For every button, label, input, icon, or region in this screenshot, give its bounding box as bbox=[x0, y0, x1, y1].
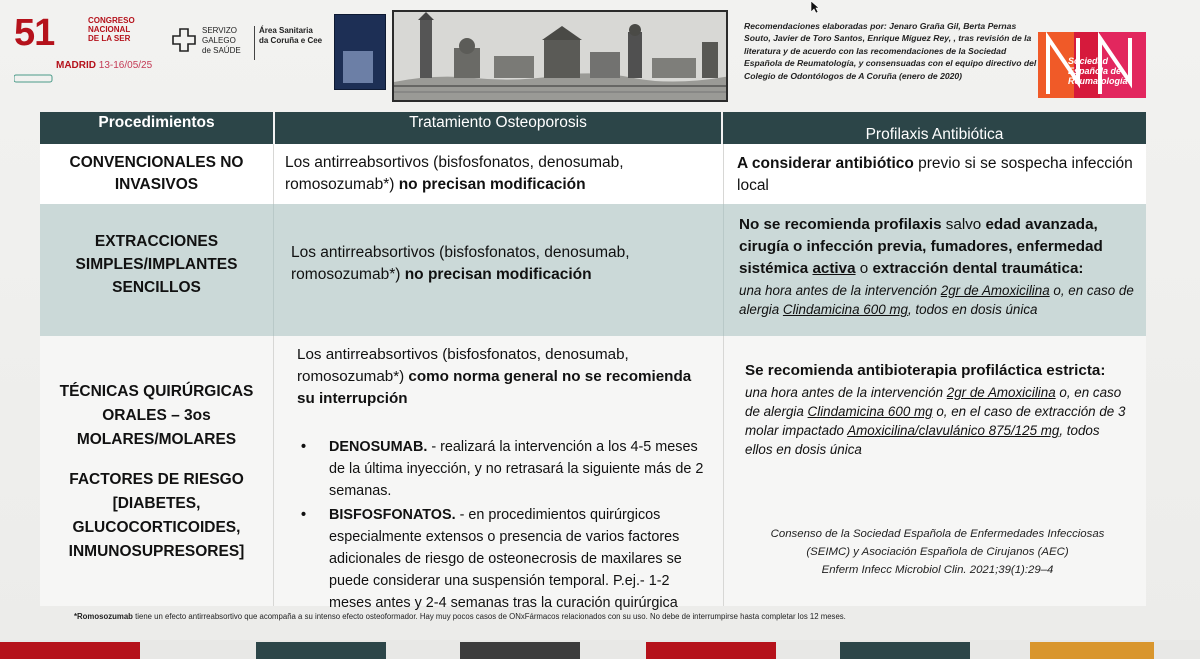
sergas-area-line: Área Sanitaria bbox=[259, 26, 313, 35]
congress-line: NACIONAL bbox=[88, 25, 131, 34]
congress-dates: 13-16/05/25 bbox=[98, 60, 153, 71]
column-divider bbox=[273, 336, 274, 606]
congress-lines bbox=[88, 16, 135, 43]
prophylaxis-bold: No se recomienda profilaxis bbox=[739, 216, 942, 233]
sergas-cross-icon bbox=[172, 28, 196, 52]
treatment-bold: no precisan modificación bbox=[398, 176, 586, 193]
column-header-prophylaxis: Profilaxis Antibiótica bbox=[865, 126, 1004, 143]
recommendations-table bbox=[40, 112, 1146, 611]
footer-band bbox=[460, 642, 580, 659]
dosage-drug: 2gr de Amoxicilina bbox=[946, 385, 1056, 400]
book-cover-image bbox=[343, 51, 373, 83]
dosage-drug: Amoxicilina/clavulánico 875/125 mg bbox=[847, 423, 1060, 438]
treatment-bold: no precisan modificación bbox=[404, 266, 592, 283]
footnote-text: tiene un efecto antirreabsortivo que acompaña a su intenso efecto osteoformador. Hay muy pocos casos de ONxFármacos relacionados con su uso. No debe de interrumpirse hasta completar los 12 meses. bbox=[132, 612, 846, 621]
footnote-bold: *Romosozumab bbox=[74, 612, 133, 621]
list-item bbox=[293, 436, 713, 502]
congress-place bbox=[56, 60, 152, 71]
dosage-drug: 2gr de Amoxicilina bbox=[940, 283, 1050, 298]
ser-logo-icon bbox=[1038, 30, 1146, 100]
dosage-text: una hora antes de la intervención bbox=[739, 283, 941, 298]
prophylaxis-dosage bbox=[739, 281, 1136, 319]
prophylaxis-cell bbox=[723, 144, 1146, 197]
sergas-divider bbox=[254, 26, 255, 60]
congress-logo-icon bbox=[14, 12, 164, 82]
prophylaxis-dosage bbox=[745, 383, 1130, 459]
treatment-text: Los antirreabsortivos (bisfosfonatos, denosumab, romosozumab*) bbox=[285, 154, 624, 193]
bottom-strip bbox=[0, 640, 1200, 659]
credits-text: Recomendaciones elaboradas por: Jenaro Graña Gil, Berta Pernas Souto, Javier de Toro Santos, Enrique Míguez Rey, , tras revisión de la literatura y de acuerdo con las recomendaciones de la Sociedad Española de Reumatología, y consensuadas con el equipo directivo del Colegio de Odontólogos de A Coruña (enero de 2020) bbox=[744, 21, 1037, 81]
dosage-text: , todos en dosis única bbox=[907, 302, 1038, 317]
table-row bbox=[40, 204, 1146, 336]
treatment-cell bbox=[273, 336, 723, 616]
column-divider bbox=[273, 204, 274, 336]
sergas-logo bbox=[172, 22, 332, 66]
prophylaxis-bold: activa bbox=[812, 260, 856, 277]
column-header-treatment: Tratamiento Osteoporosis bbox=[273, 112, 723, 144]
prophylaxis-bold: edad avanzada, cirugía o infección previa, fumadores, enfermedad sistémica bbox=[739, 216, 1103, 277]
congress-number: 51 bbox=[14, 12, 55, 54]
skyline-drawing bbox=[394, 12, 728, 102]
prophylaxis-bold: extracción dental traumática bbox=[872, 260, 1079, 277]
prophylaxis-cell bbox=[723, 336, 1146, 579]
bullet-text: - en procedimientos quirúrgicos especialmente extensos o presencia de varios factores adicionales de riesgo de osteonecrosis de maxilares se puede considerar una suspensión temporal. P.ej.- 1-2 meses antes y 2-4 semanas tras la curación quirúrgica bbox=[329, 507, 682, 611]
footer-band bbox=[840, 642, 970, 659]
ser-logo-text bbox=[1068, 56, 1146, 86]
prophylaxis-bold: A considerar antibiótico bbox=[737, 155, 914, 172]
treatment-cell bbox=[273, 204, 723, 286]
treatment-main bbox=[297, 344, 713, 410]
reference-line: Enferm Infecc Microbiol Clin. 2021;39(1):29–4 bbox=[821, 564, 1054, 576]
congress-city: MADRID bbox=[56, 60, 96, 71]
dosage-text: , todos ellos en dosis única bbox=[745, 423, 1100, 457]
prophylaxis-bold: Se recomienda antibioterapia profiláctica estricta: bbox=[745, 362, 1106, 379]
reference-line: (SEIMC) y Asociación Española de Cirujanos (AEC) bbox=[806, 546, 1069, 558]
congress-line: CONGRESO bbox=[88, 16, 135, 25]
footer-band bbox=[1030, 642, 1154, 659]
dosage-text: o, en el caso de extracción de 3 molar impactado bbox=[745, 404, 1126, 438]
dosage-drug: Clindamicina 600 mg bbox=[782, 302, 908, 317]
sergas-name-line: de SAÚDE bbox=[202, 46, 241, 55]
dosage-text: una hora antes de la intervención bbox=[745, 385, 947, 400]
procedure-cell: EXTRACCIONES SIMPLES/IMPLANTES SENCILLOS bbox=[75, 233, 238, 296]
ser-logo-line: Sociedad Española de bbox=[1068, 56, 1122, 76]
book-cover-icon bbox=[334, 14, 386, 90]
treatment-text: Los antirreabsortivos (bisfosfonatos, denosumab, romosozumab*) bbox=[297, 346, 629, 385]
city-skyline-icon bbox=[392, 10, 728, 102]
footer-band bbox=[646, 642, 776, 659]
ser-logo-line: Reumatología bbox=[1068, 76, 1128, 86]
table-row bbox=[40, 144, 1146, 204]
prophylaxis-text: salvo bbox=[941, 216, 986, 233]
reference-line: Consenso de la Sociedad Española de Enfermedades Infecciosas bbox=[770, 528, 1105, 540]
sergas-area bbox=[259, 26, 322, 46]
prophylaxis-cell bbox=[723, 204, 1146, 319]
prophylaxis-text: o bbox=[855, 260, 873, 277]
prophylaxis-text: previo si se sospecha infección local bbox=[737, 155, 1133, 194]
footer-band bbox=[256, 642, 386, 659]
table-row bbox=[40, 336, 1146, 611]
prophylaxis-main bbox=[739, 214, 1136, 280]
sergas-name-line: GALEGO bbox=[202, 36, 236, 45]
prophylaxis-text: : bbox=[1078, 260, 1084, 277]
procedure-text: TÉCNICAS QUIRÚRGICAS ORALES – 3os MOLARES/MOLARES bbox=[59, 383, 254, 448]
dosage-text: o, en caso de alergia bbox=[745, 385, 1122, 419]
footnote bbox=[74, 612, 1154, 621]
column-header-procedures: Procedimientos bbox=[98, 114, 215, 131]
sergas-name bbox=[202, 26, 241, 56]
sergas-name-line: SERVIZO bbox=[202, 26, 237, 35]
reference-citation bbox=[745, 525, 1130, 579]
list-item bbox=[293, 504, 713, 614]
footer-band bbox=[0, 642, 140, 659]
procedure-risk-factors: FACTORES DE RIESGO [DIABETES, GLUCOCORTICOIDES, INMUNOSUPRESORES] bbox=[68, 471, 245, 560]
dosage-text: o, en caso de alergia bbox=[739, 283, 1134, 317]
column-divider bbox=[723, 336, 724, 606]
dosage-drug: Clindamicina 600 mg bbox=[807, 404, 933, 419]
treatment-cell bbox=[273, 144, 723, 196]
treatment-text: Los antirreabsortivos (bisfosfonatos, denosumab, romosozumab*) bbox=[291, 244, 630, 283]
procedure-cell: CONVENCIONALES NO INVASIVOS bbox=[69, 154, 244, 193]
congress-mini-mark bbox=[14, 74, 54, 84]
column-divider bbox=[723, 204, 724, 336]
congress-line: DE LA SER bbox=[88, 34, 131, 43]
bullet-label: DENOSUMAB. bbox=[329, 439, 428, 455]
table-header bbox=[40, 112, 1146, 144]
mouse-cursor-icon bbox=[810, 0, 820, 14]
treatment-bold: como norma general no se recomienda su interrupción bbox=[297, 368, 692, 407]
procedure-cell bbox=[40, 336, 273, 564]
column-divider bbox=[273, 144, 274, 204]
column-divider bbox=[723, 144, 724, 204]
bullet-text: - realizará la intervención a los 4-5 meses de la última inyección, y no retrasará la siguiente más de 2 semanas. bbox=[329, 439, 704, 499]
sergas-area-line: da Coruña e Cee bbox=[259, 36, 323, 45]
treatment-bullets bbox=[293, 436, 713, 614]
bullet-label: BISFOSFONATOS. bbox=[329, 507, 456, 523]
